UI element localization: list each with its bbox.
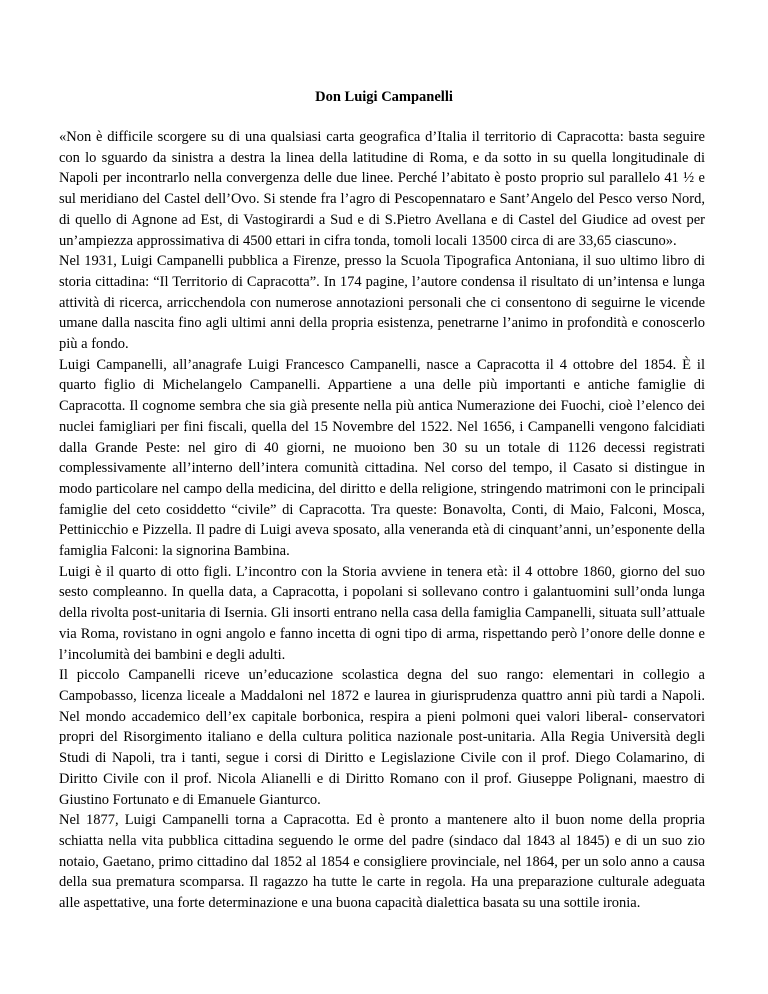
paragraph-education: Il piccolo Campanelli riceve un’educazione scolastica degna del suo rango: elementari in collegio a Campobasso, licenza liceale a Maddaloni nel 1872 e laurea in giurisprudenza quattro anni più tardi a Napoli. Nel mondo accademico dell’ex capitale borbonica, respira a pieni polmoni quei valori liberal- conservatori propri del Risorgimento italiano e della cultura politica nazionale post-unitaria. Alla Regia Università degli Studi di Napoli, tra i tanti, segue i corsi di Diritto e Legislazione Civile con il prof. Diego Colamarino, di Diritto Civile con il prof. Nicola Alianelli e di Diritto Romano con il prof. Giuseppe Polignani, maestro di Giustino Fortunato e di Emanuele Gianturco. <box>59 667 705 808</box>
page-title: Don Luigi Campanelli <box>315 89 453 105</box>
paragraph-family-origins: Luigi Campanelli, all’anagrafe Luigi Francesco Campanelli, nasce a Capracotta il 4 ottobre del 1854. È il quarto figlio di Michelangelo Campanelli. Appartiene a una delle più importanti e antiche famiglie di Capracotta. Il cognome sembra che sia già presente nella più antica Numerazione dei Fuochi, cioè l’elenco dei nuclei famigliari per fini fiscali, quella del 15 Novembre del 1522. Nel 1656, i Campanelli vengono falcidiati dalla Grande Peste: nel giro di 40 giorni, ne muoiono ben 30 su un totale di 1126 decessi registrati complessivamente all’interno dell’intera comunità cittadina. Nel corso del tempo, il Casato si distingue in modo particolare nel campo della medicina, del diritto e della religione, stringendo matrimoni con le principali famiglie del ceto cosiddetto “civile” di Capracotta. Tra queste: Bonavolta, Conti, di Maio, Falconi, Mosca, Pettinicchio e Pizzella. Il padre di Luigi aveva sposato, alla veneranda età di cinquant’anni, un’esponente della famiglia Falconi: la signorina Bambina. <box>59 356 705 560</box>
paragraph-return-1877: Nel 1877, Luigi Campanelli torna a Capracotta. Ed è pronto a mantenere alto il buon nome della propria schiatta nella vita pubblica cittadina seguendo le orme del padre (sindaco dal 1843 al 1845) e di un suo zio notaio, Gaetano, primo cittadino dal 1852 al 1854 e consigliere provinciale, nel 1864, per un solo anno a causa della sua prematura scomparsa. Il ragazzo ha tutte le carte in regola. Ha una preparazione culturale adeguata alle aspettative, una forte determinazione e una buona capacità dialettica basata su una sottile ironia. <box>59 812 705 912</box>
document-body <box>59 127 705 914</box>
paragraph-childhood-1860: Luigi è il quarto di otto figli. L’incontro con la Storia avviene in tenera età: il 4 ottobre 1860, giorno del suo sesto compleanno. In quella data, a Capracotta, i popolani si sollevano contro i galantuomini sull’onda lunga della rivolta post-unitaria di Isernia. Gli insorti entrano nella casa della famiglia Campanelli, situata sull’attuale via Roma, rovistano in ogni angolo e fanno incetta di ogni tipo di arma, rispettando però l’onore delle donne e l’incolumità dei bambini e degli adulti. <box>59 563 705 663</box>
paragraph-intro-quote: «Non è difficile scorgere su di una qualsiasi carta geografica d’Italia il territorio di Capracotta: basta seguire con lo sguardo da sinistra a destra la linea della latitudine di Roma, e da sotto in su quella longitudinale di Napoli per incontrarlo nella convergenza delle due linee. Perché l’abitato è posto proprio sul parallelo 41 ½ e sul meridiano del Castel dell’Ovo. Si stende fra l’agro di Pescopennataro e Sant’Angelo del Pesco verso Nord, di quello di Agnone ad Est, di Vastogirardi a Sud e di S.Pietro Avellana e di Castel del Giudice ad ovest per un’ampiezza approssimativa di 4500 ettari in cifra tonda, tomoli locali 13500 circa di are 33,65 ciascuno». <box>59 129 705 249</box>
paragraph-book-1931: Nel 1931, Luigi Campanelli pubblica a Firenze, presso la Scuola Tipografica Antoniana, il suo ultimo libro di storia cittadina: “Il Territorio di Capracotta”. In 174 pagine, l’autore condensa il risultato di un’intensa e lunga attività di ricerca, arricchendola con numerose annotazioni personali che ci consentono di seguirne le vicende umane dalla nascita fino agli ultimi anni della propria esistenza, penetrarne l’animo in profondità e conoscerlo più a fondo. <box>59 253 705 353</box>
